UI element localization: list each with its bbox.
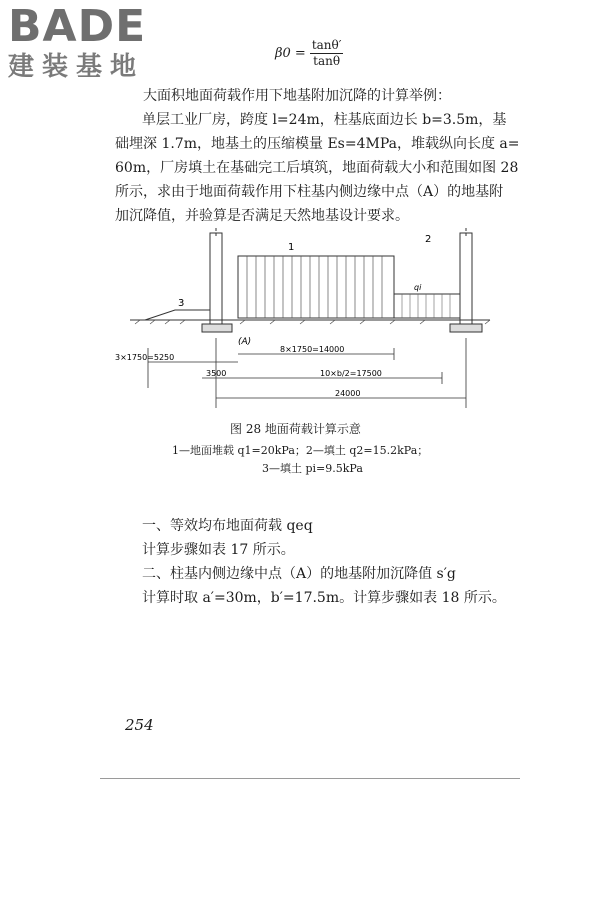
example-heading: 大面积地面荷载作用下地基附加沉降的计算举例： (143, 88, 451, 104)
formula-numerator: tanθ′ (311, 38, 342, 52)
section-1-title: 一、等效均布地面荷载 qeq (142, 518, 313, 534)
label-point-a: (A) (238, 337, 252, 347)
section-2-title: 二、柱基内侧边缘中点（A）的地基附加沉降值 s′g (142, 566, 456, 582)
right-footing (450, 324, 482, 332)
left-column (210, 233, 222, 325)
load-diagram (115, 228, 500, 413)
formula-denominator: tanθ (313, 54, 341, 68)
dim-label-d5: 24000 (335, 389, 361, 398)
paragraph-line: 60m，厂房填土在基础完工后填筑，地面荷载大小和范围如图 28 (115, 160, 519, 176)
paragraph-line: 所示，求由于地面荷载作用下柱基内侧边缘中点（A）的地基附 (115, 184, 504, 200)
page-number: 254 (125, 716, 154, 734)
formula-lhs: β0 = (275, 46, 306, 61)
dim-label-d3: 3500 (206, 369, 227, 378)
right-column (460, 233, 472, 325)
logo-word: BADE (8, 1, 147, 52)
ground-hatch (135, 320, 490, 324)
label-fill-3: 3 (178, 298, 185, 309)
paragraph-line: 础埋深 1.7m，地基土的压缩模量 Es=4MPa，堆载纵向长度 a= (115, 136, 520, 152)
label-fill-2: 2 (425, 234, 432, 245)
label-load-1: 1 (288, 242, 295, 253)
paragraph-line: 单层工业厂房，跨度 l=24m，柱基底面边长 b=3.5m，基 (142, 112, 507, 128)
section-2-text: 计算时取 a′=30m，b′=17.5m。计算步骤如表 18 所示。 (142, 590, 506, 606)
figure-title: 图 28 地面荷载计算示意 (230, 422, 361, 436)
formula-fraction (310, 38, 344, 69)
load-hatching (247, 256, 382, 318)
label-qi: qi (414, 283, 422, 292)
fill-slope-left (145, 310, 210, 320)
dim-label-d1: 8×1750=14000 (280, 345, 345, 354)
figure-legend-line: 1—地面堆载 q1=20kPa；2—填土 q2=15.2kPa； (172, 444, 429, 457)
stockpile-load (238, 256, 394, 318)
watermark-logo (8, 1, 178, 82)
dim-label-d2: 3×1750=5250 (115, 353, 175, 362)
bottom-divider (100, 778, 520, 779)
figure-legend-line: 3—填土 pi=9.5kPa (262, 462, 363, 475)
dim-label-d4: 10×b/2=17500 (320, 369, 382, 378)
logo-subtitle: 建装基地 (8, 52, 145, 82)
formula (275, 38, 343, 69)
left-footing (202, 324, 232, 332)
fill-hatching (402, 294, 450, 318)
section-1-text: 计算步骤如表 17 所示。 (142, 542, 295, 558)
paragraph-line: 加沉降值，并验算是否满足天然地基设计要求。 (115, 208, 409, 224)
